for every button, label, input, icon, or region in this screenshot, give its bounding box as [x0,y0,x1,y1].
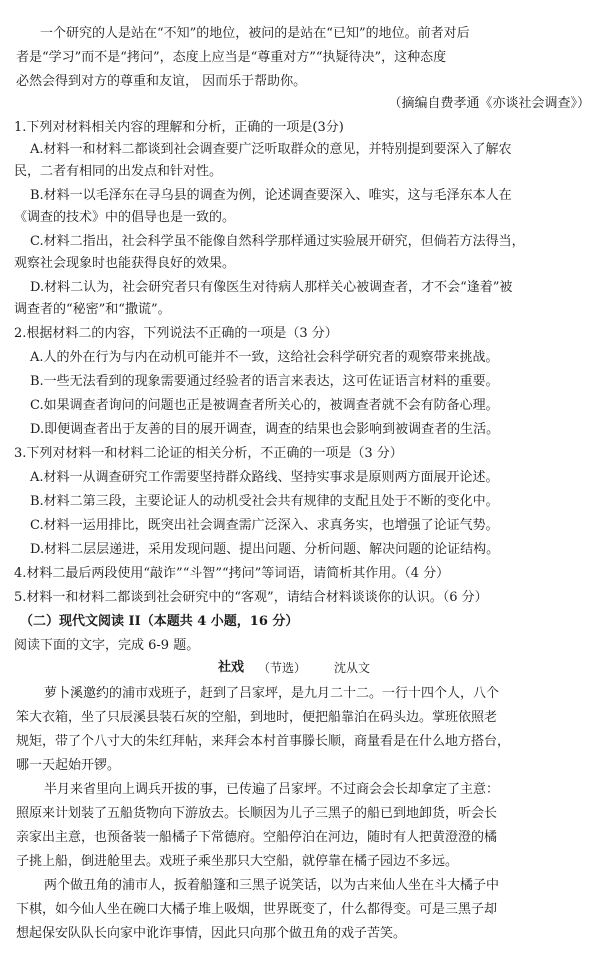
passage-line: 一个研究的人是站在“不知”的地位，被问的是站在“已知”的地位。前者对后 [40,26,470,41]
question-2-option-d: D.即便调查者出于友善的目的展开调查，调查的结果也会影响到被调查者的生活。 [30,422,500,437]
story-line: 子挑上船，倒进舱里去。戏班子乘坐那只大空船，就停靠在橘子园边不多远。 [16,854,459,869]
question-1-option-d: 调查者的“秘密”和“撒谎”。 [14,302,171,317]
question-3-option-a: A.材料一从调查研究工作需要坚持群众路线、坚持实事求是原则两方面展开论述。 [30,470,499,485]
section-heading: （二）现代文阅读 II（本题共 4 小题，16 分） [20,614,299,629]
question-1-option-b: B.材料一以毛泽东在寻乌县的调查为例，论述调查要深入、唯实，这与毛泽东本人在 [30,188,512,203]
question-3-stem: 3.下列对材料一和材料二论证的相关分析，不正确的一项是（3 分） [14,446,403,461]
story-line: 萝卜溪邀约的浦市戏班子，赶到了吕家坪，是九月二十二。一行十四个人，八个 [44,686,500,701]
question-2-option-b: B.一些无法看到的现象需要通过经验者的语言来表达，这可佐证语言材料的重要。 [30,374,499,389]
question-1-option-a: 民，二者有相同的出发点和针对性。 [14,164,223,179]
question-2-option-c: C.如果调查者询问的问题也正是被调查者所关心的，被调查者就不会有防备心理。 [30,398,499,413]
reading-instruction: 阅读下面的文字，完成 6-9 题。 [14,638,200,653]
question-1-option-c: 观察社会现象时也能获得良好的效果。 [14,256,236,271]
question-3-option-d: D.材料二层层递进，采用发现问题、提出问题、分析问题、解决问题的论证结构。 [30,542,500,557]
story-line: 想起保安队队长向家中讹诈事情，因此只向那个做丑角的戏子苦笑。 [16,926,407,941]
story-line: 哪一天起始开锣。 [16,758,121,773]
question-1-stem: 1.下列对材料相关内容的理解和分析，正确的一项是(3分) [14,120,344,135]
story-line: 笨大衣箱，坐了只辰溪县装石灰的空船，到地时，便把船靠泊在码头边。掌班依照老 [16,710,498,725]
question-1-option-d: D.材料二认为，社会研究者只有像医生对待病人那样关心被调查者，才不会“逢着”被 [30,280,513,295]
story-author: 沈从文 [334,661,371,675]
story-line: 照原来计划装了五船货物向下游放去。长顺因为儿子三黑子的船已到地卸货，听会长 [16,806,498,821]
passage-line: 者是“学习”而不是“拷问”，态度上应当是“尊重对方”“执疑待决”，这种态度 [16,50,447,65]
story-subtitle: （节选） [258,661,307,675]
question-3-option-b: B.材料二第三段，主要论证人的动机受社会共有规律的支配且处于不断的变化中。 [30,494,499,509]
question-1-option-b: 《调查的技术》中的倡导也是一致的。 [14,210,236,225]
story-line: 规矩，带了个八寸大的朱红拜帖，来拜会本村首事滕长顺，商量看是在什么地方搭台， [16,734,511,749]
question-3-option-c: C.材料一运用排比，既突出社会调查需广泛深入、求真务实，也增强了论证气势。 [30,518,499,533]
question-1-option-c: C.材料二指出，社会科学虽不能像自然科学那样通过实验展开研究，但倘若方法得当， [30,234,525,249]
story-line: 两个做丑角的浦市人，扳着船篷和三黑子说笑话，以为古来仙人坐在斗大橘子中 [44,878,500,893]
passage-line: 必然会得到对方的尊重和友谊， 因而乐于帮助你。 [16,74,307,89]
question-1-option-a: A.材料一和材料二都谈到社会调查要广泛听取群众的意见，并特别提到要深入了解农 [30,142,512,157]
story-line: 下棋，如今仙人坐在碗口大橘子堆上吸烟，世界既变了，什么都得变。可是三黑子却 [16,902,498,917]
story-title: 社戏 [218,660,245,675]
question-2-option-a: A.人的外在行为与内在动机可能并不一致，这给社会科学研究者的观察带来挑战。 [30,350,499,365]
question-5: 5.材料一和材料二都谈到社会研究中的“客观”，请结合材料谈谈你的认识。（6 分） [14,590,488,605]
source-citation: （摘编自费孝通《亦谈社会调查》） [388,96,590,111]
question-2-stem: 2.根据材料二的内容，下列说法不正确的一项是（3 分） [14,326,338,341]
question-4: 4.材料二最后两段使用“敲诈”“斗智”“拷问”等词语，请简析其作用。（4 分） [14,566,450,581]
story-line: 亲家出主意，也预备装一船橘子下常德府。空船停泊在河边，随时有人把黄澄澄的橘 [16,830,498,845]
story-line: 半月来省里向上调兵开拔的事，已传遍了吕家坪。不过商会会长却拿定了主意： [44,782,500,797]
